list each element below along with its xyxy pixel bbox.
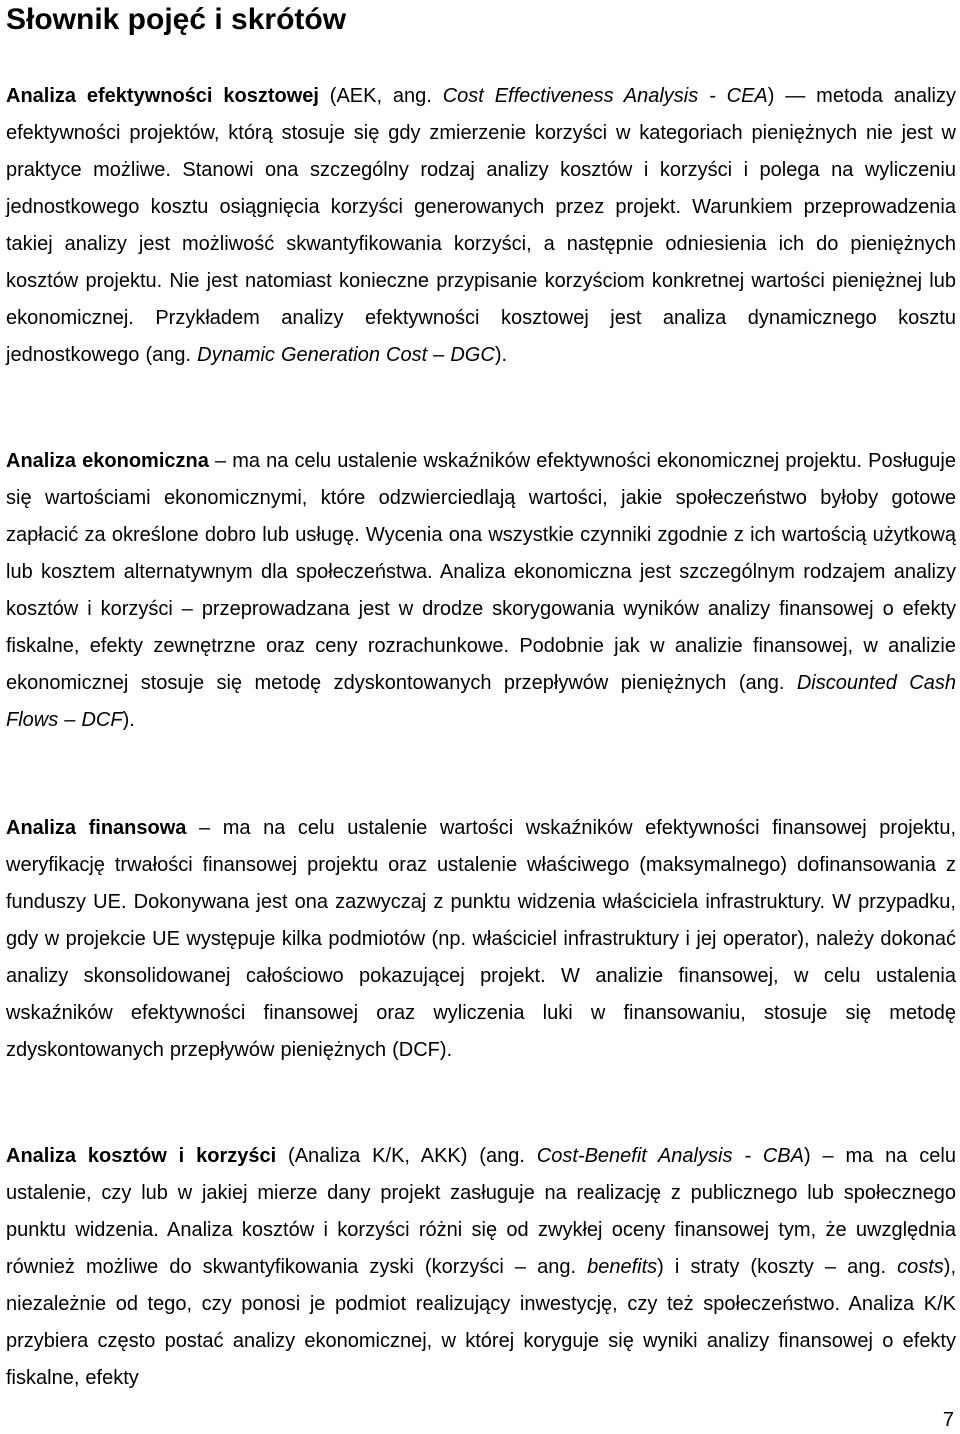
entry-text: (Analiza K/K, AKK) (ang. xyxy=(276,1145,537,1167)
entry-text: ) i straty (koszty – ang. xyxy=(657,1256,898,1278)
entry-english-term: Cost Effectiveness Analysis - CEA xyxy=(442,85,768,107)
entry-term: Analiza efektywności kosztowej xyxy=(6,85,319,107)
page-title: Słownik pojęć i skrótów xyxy=(6,3,347,36)
glossary-entry-economic-analysis xyxy=(6,443,956,739)
entry-english-term: Dynamic Generation Cost – DGC xyxy=(197,344,495,366)
glossary-entry-cost-benefit-analysis xyxy=(6,1138,956,1397)
entry-text: ) – ma na celu ustalenie, czy lub w jakiej mierze dany projekt zasługuje na realizację z publicznego lub społecznego punktu widzenia. Analiza kosztów i korzyści różni się od zwykłej oceny finansowej tym, że uwzględnia również możliwe do skwantyfikowania zyski (korzyści – ang. xyxy=(6,1145,957,1278)
entry-text: – ma na celu ustalenie wartości wskaźników efektywności finansowej projektu, weryfikację trwałości finansowej projektu oraz ustalenie właściwego (maksymalnego) dofinansowania z funduszy UE. Dokonywana jest ona zazwyczaj z punktu widzenia właściciela infrastruktury. W przypadku, gdy w projekcie UE występuje kilka podmiotów (np. właściciel infrastruktury i jej operator), należy dokonać analizy skonsolidowanej całościowo pokazującej projekt. W analizie finansowej, w celu ustalenia wskaźników efektywności finansowej oraz wyliczenia luki w finansowaniu, stosuje się metodę zdyskontowanych przepływów pieniężnych (DCF). xyxy=(6,817,956,1061)
entry-text: (AEK, ang. xyxy=(318,85,443,107)
entry-text: ) — metoda analizy efektywności projektów, którą stosuje się gdy zmierzenie korzyści w kategoriach pieniężnych nie jest w praktyce możliwe. Stanowi ona szczególny rodzaj analizy kosztów i korzyści i polega na wyliczeniu jednostkowego kosztu osiągnięcia korzyści generowanych przez projekt. Warunkiem przeprowadzenia takiej analizy jest możliwość skwantyfikowania korzyści, a następnie odniesienia ich do pieniężnych kosztów projektu. Nie jest natomiast konieczne przypisanie korzyściom konkretnej wartości pieniężnej lub ekonomicznej. Przykładem analizy efektywności kosztowej jest analiza dynamicznego kosztu jednostkowego (ang. xyxy=(6,85,956,366)
glossary-entry-aek xyxy=(6,78,956,374)
entry-term: Analiza kosztów i korzyści xyxy=(6,1145,277,1167)
entry-term: Analiza ekonomiczna xyxy=(6,450,209,472)
page-number: 7 xyxy=(942,1409,954,1431)
glossary-entry-financial-analysis xyxy=(6,810,956,1069)
entry-english-term: Cost-Benefit Analysis - CBA xyxy=(536,1145,804,1167)
entry-english-term: Discounted Cash Flows – DCF xyxy=(6,672,956,731)
entry-text: ), niezależnie od tego, czy ponosi je podmiot realizujący inwestycję, czy też społeczeństwo. Analiza K/K przybiera często postać analizy ekonomicznej, w której koryguje się wyniki analizy finansowej o efekty fiskalne, efekty xyxy=(6,1256,956,1389)
document-page xyxy=(6,0,957,1389)
entry-text: ). xyxy=(122,709,135,731)
entry-english-term: costs xyxy=(897,1256,944,1278)
entry-text: ). xyxy=(494,344,508,366)
entry-text: – ma na celu ustalenie wskaźników efektywności ekonomicznej projektu. Posługuje się wartościami ekonomicznymi, które odzwierciedlają wartości, jakie społeczeństwo byłoby gotowe zapłacić za określone dobro lub usługę. Wycenia ona wszystkie czynniki zgodnie z ich wartością użytkową lub kosztem alternatywnym dla społeczeństwa. Analiza ekonomiczna jest szczególnym rodzajem analizy kosztów i korzyści – przeprowadzana jest w drodze skorygowania wyników analizy finansowej o efekty fiskalne, efekty zewnętrzne oraz ceny rozrachunkowe. Podobnie jak w analizie finansowej, w analizie ekonomicznej stosuje się metodę zdyskontowanych przepływów pieniężnych (ang. xyxy=(6,450,956,694)
entry-term: Analiza finansowa xyxy=(6,817,187,839)
entry-english-term: benefits xyxy=(587,1256,658,1278)
